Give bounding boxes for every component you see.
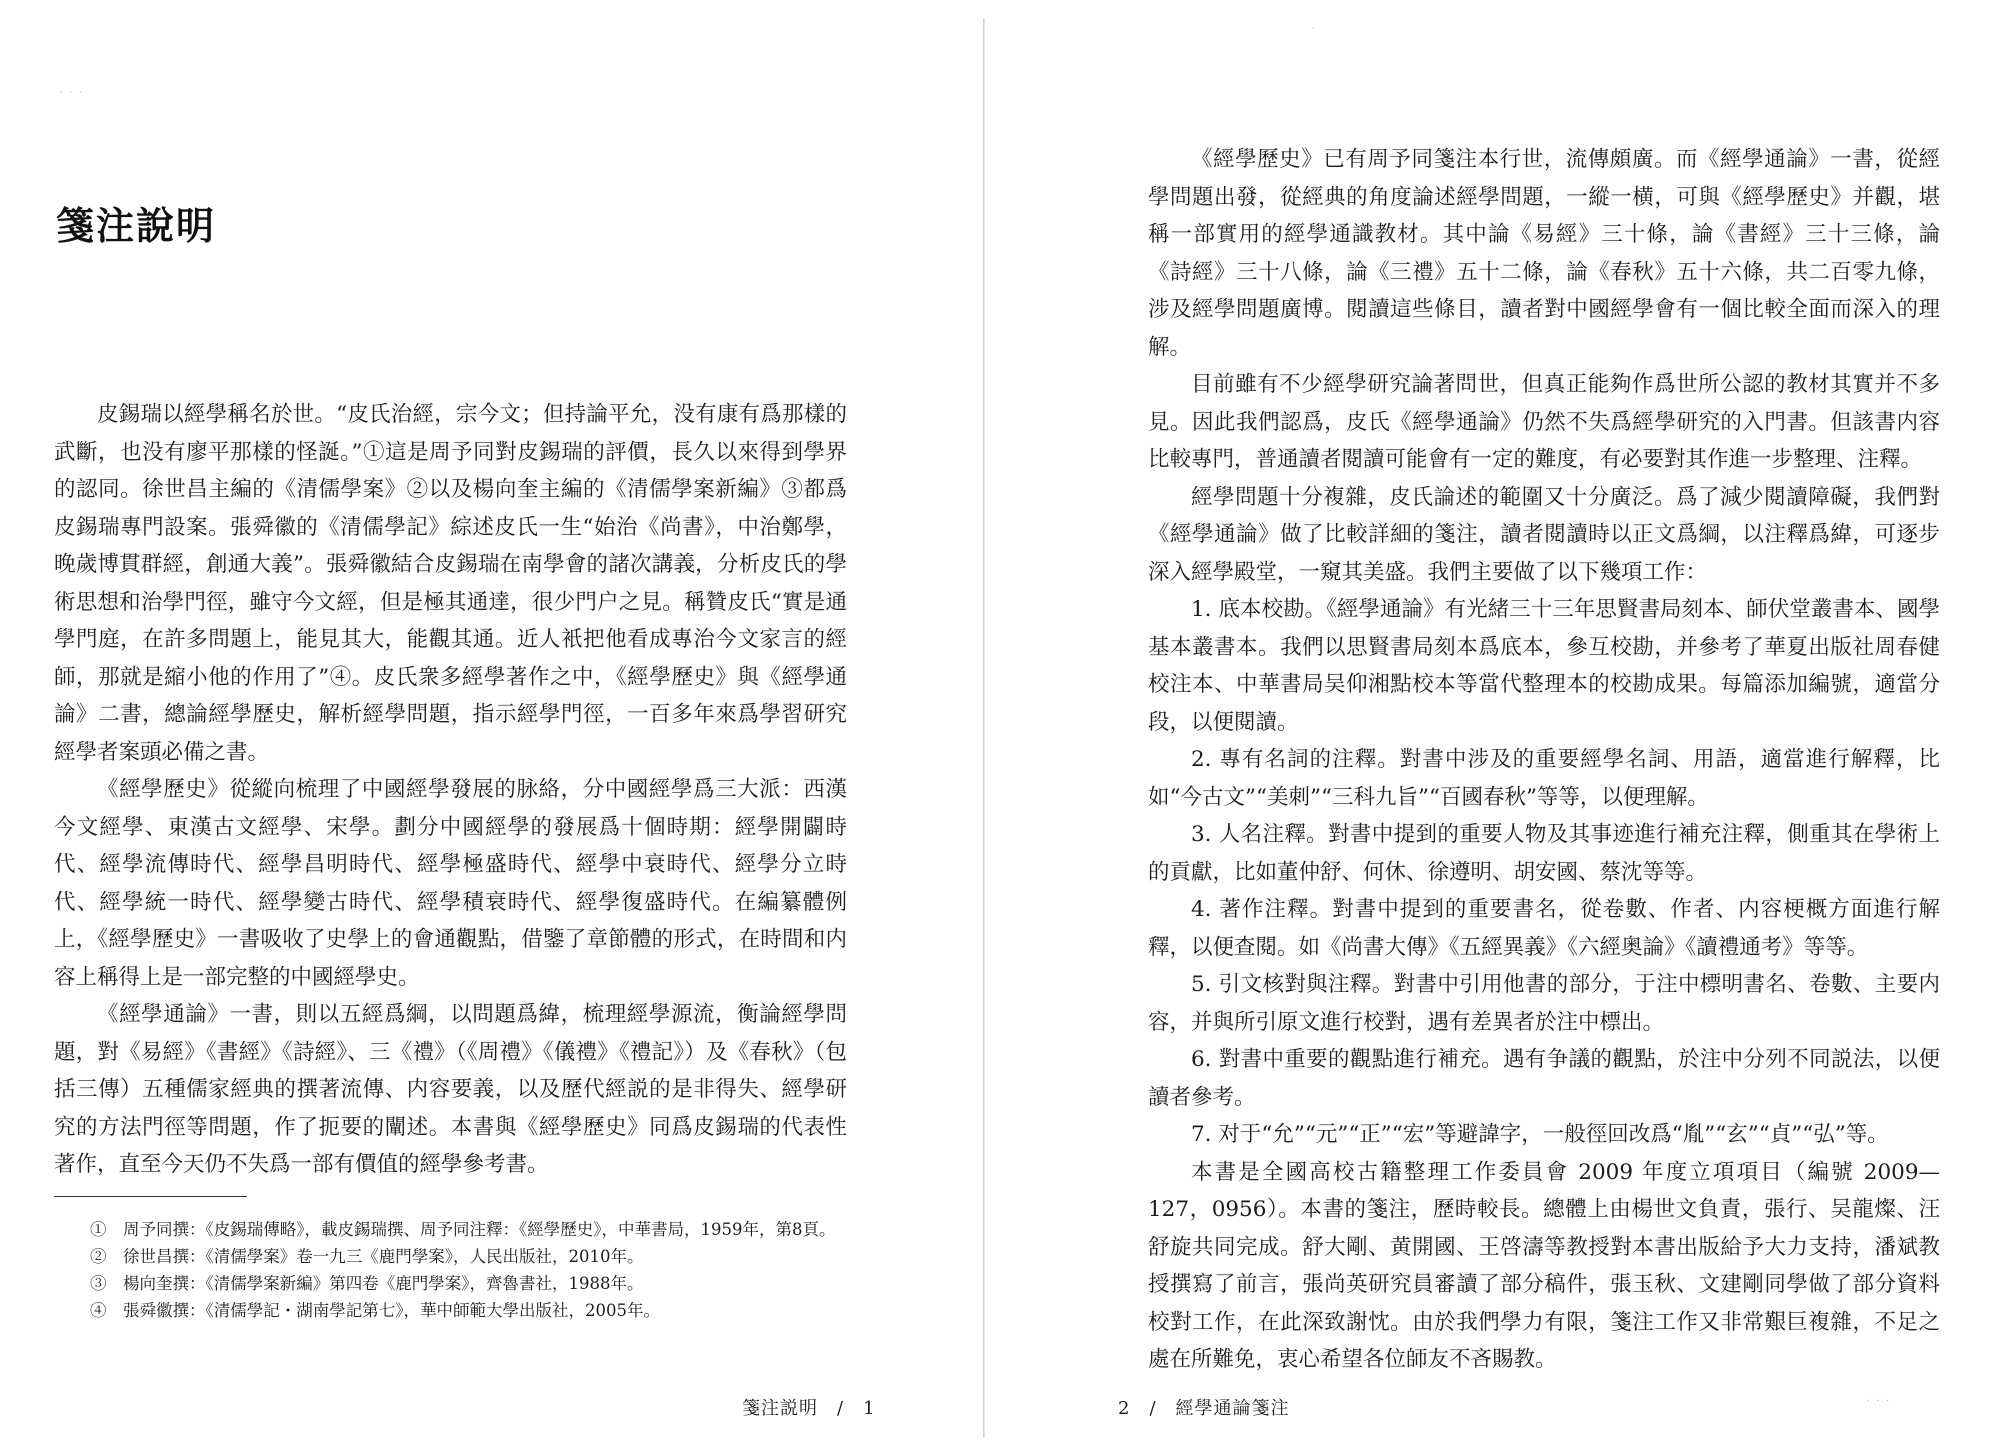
footnote: ③ 楊向奎撰：《清儒學案新編》第四卷《鹿門學案》，齊魯書社，1988年。 (90, 1274, 644, 1293)
list-item: 2. 專有名詞的注釋。對書中涉及的重要經學名詞、用語，適當進行解釋，比如“今古文”“美刺”“三科九旨”“百國春秋”等等，以便理解。 (1148, 747, 1940, 810)
footnote: ④ 張舜徽撰：《清儒學記・湖南學記第七》，華中師範大學出版社，2005年。 (90, 1301, 660, 1320)
page-title: 箋注說明 (56, 203, 217, 249)
scan-smudge: ˙ ˙ ˙ (1865, 1398, 1891, 1412)
footnote: ② 徐世昌撰：《清儒學案》卷一九三《鹿門學案》，人民出版社，2010年。 (90, 1247, 644, 1266)
paragraph: 經學問題十分複雜，皮氏論述的範圍又十分廣泛。爲了減少閱讀障礙，我們對《經學通論》做了比較詳細的箋注，讀者閱讀時以正文爲綱，以注釋爲緯，可逐步深入經學殿堂，一窺其美盛。我們主要做了以下幾項工作： (1148, 484, 1940, 585)
scan-smudge: ˙ (1310, 26, 1316, 40)
paragraph: 目前雖有不少經學研究論著問世，但真正能夠作爲世所公認的教材其實并不多見。因此我們認爲，皮氏《經學通論》仍然不失爲經學研究的入門書。但該書内容比較專門，普通讀者閱讀可能會有一定的難度，有必要對其作進一步整理、注釋。 (1148, 372, 1940, 472)
paragraph: 本書是全國高校古籍整理工作委員會 2009 年度立項項目（編號 2009—127，0956）。本書的箋注，歷時較長。總體上由楊世文負責，張行、吴龍燦、汪舒旋共同完成。舒大剛、黄開國、王啓濤等教授對本書出版給予大力支持，潘斌教授撰寫了前言，張尚英研究員審讀了部分稿件，張玉秋、文建剛同學做了部分資料校對工作，在此深致謝忱。由於我們學力有限，箋注工作又非常艱巨複雜，不足之處在所難免，衷心希望各位師友不吝賜教。 (1148, 1159, 1940, 1372)
left-body-text (54, 396, 847, 1184)
paragraph: 《經學歷史》從縱向梳理了中國經學發展的脉絡，分中國經學爲三大派：西漢今文經學、東漢古文經學、宋學。劃分中國經學的發展爲十個時期：經學開闢時代、經學流傳時代、經學昌明時代、經學極盛時代、經學中衰時代、經學分立時代、經學統一時代、經學變古時代、經學積衰時代、經學復盛時代。在編纂體例上，《經學歷史》一書吸收了史學上的會通觀點，借鑒了章節體的形式，在時間和内容上稱得上是一部完整的中國經學史。 (54, 777, 847, 990)
paragraph: 皮錫瑞以經學稱名於世。“皮氏治經，宗今文；但持論平允，没有康有爲那樣的武斷，也没有廖平那樣的怪誕。”①這是周予同對皮錫瑞的評價，長久以來得到學界的認同。徐世昌主編的《清儒學案》②以及楊向奎主編的《清儒學案新編》③都爲皮錫瑞專門設案。張舜徽的《清儒學記》綜述皮氏一生“始治《尚書》，中治鄭學，晚歲博貫群經，創通大義”。張舜徽結合皮錫瑞在南學會的諸次講義，分析皮氏的學術思想和治學門徑，雖守今文經，但是極其通達，很少門户之見。稱贊皮氏“實是通學門庭，在許多問題上，能見其大，能觀其通。近人衹把他看成專治今文家言的經師，那就是縮小他的作用了”④。皮氏衆多經學著作之中，《經學歷史》與《經學通論》二書，總論經學歷史，解析經學問題，指示經學門徑，一百多年來爲學習研究經學者案頭必備之書。 (54, 402, 847, 765)
list-item: 1. 底本校勘。《經學通論》有光緒三十三年思賢書局刻本、師伏堂叢書本、國學基本叢書本。我們以思賢書局刻本爲底本，參互校勘，并參考了華夏出版社周春健校注本、中華書局吴仰湘點校本等當代整理本的校勘成果。每篇添加編號，適當分段，以便閱讀。 (1148, 597, 1940, 735)
footnote-divider (54, 1196, 247, 1197)
page-folio: 箋注説明 / 1 (742, 1398, 876, 1419)
footnote: ① 周予同撰：《皮錫瑞傳略》，載皮錫瑞撰、周予同注釋：《經學歷史》，中華書局，1959年，第8頁。 (90, 1220, 836, 1239)
left-page (0, 0, 985, 1448)
list-item: 5. 引文核對與注釋。對書中引用他書的部分，于注中標明書名、卷數、主要内容，并與所引原文進行校對，遇有差異者於注中標出。 (1148, 972, 1940, 1035)
paragraph: 《經學歷史》已有周予同箋注本行世，流傳頗廣。而《經學通論》一書，從經學問題出發，從經典的角度論述經學問題，一縱一横，可與《經學歷史》并觀，堪稱一部實用的經學通識教材。其中論《易經》三十條，論《書經》三十三條，論《詩經》三十八條，論《三禮》五十二條，論《春秋》五十六條，共二百零九條，涉及經學問題廣博。閱讀這些條目，讀者對中國經學會有一個比較全面而深入的理解。 (1148, 147, 1940, 360)
page-folio: 2 / 經學通論箋注 (1118, 1398, 1290, 1419)
list-item: 6. 對書中重要的觀點進行補充。遇有争議的觀點，於注中分列不同説法，以便讀者參考。 (1148, 1047, 1940, 1110)
list-item: 7. 对于“允”“元”“正”“宏”等避諱字，一般徑回改爲“胤”“玄”“貞”“弘”等。 (1191, 1122, 1889, 1147)
footnotes (54, 1216, 847, 1324)
list-item: 3. 人名注釋。對書中提到的重要人物及其事迹進行補充注釋，側重其在學術上的貢獻，比如董仲舒、何休、徐遵明、胡安國、蔡沈等等。 (1148, 822, 1940, 885)
list-item: 4. 著作注釋。對書中提到的重要書名，從卷數、作者、内容梗概方面進行解釋，以便查閱。如《尚書大傳》《五經異義》《六經奥論》《讀禮通考》等等。 (1148, 897, 1940, 960)
right-body-text (1148, 141, 1940, 1379)
scan-smudge: ˙ ˙ ˙ (58, 90, 84, 104)
paragraph: 《經學通論》一書，則以五經爲綱，以問題爲緯，梳理經學源流，衡論經學問題，對《易經》《書經》《詩經》、三《禮》（《周禮》《儀禮》《禮記》）及《春秋》（包括三傳）五種儒家經典的撰著流傳、内容要義，以及歷代經説的是非得失、經學研究的方法門徑等問題，作了扼要的闡述。本書與《經學歷史》同爲皮錫瑞的代表性著作，直至今天仍不失爲一部有價值的經學參考書。 (54, 1002, 847, 1177)
